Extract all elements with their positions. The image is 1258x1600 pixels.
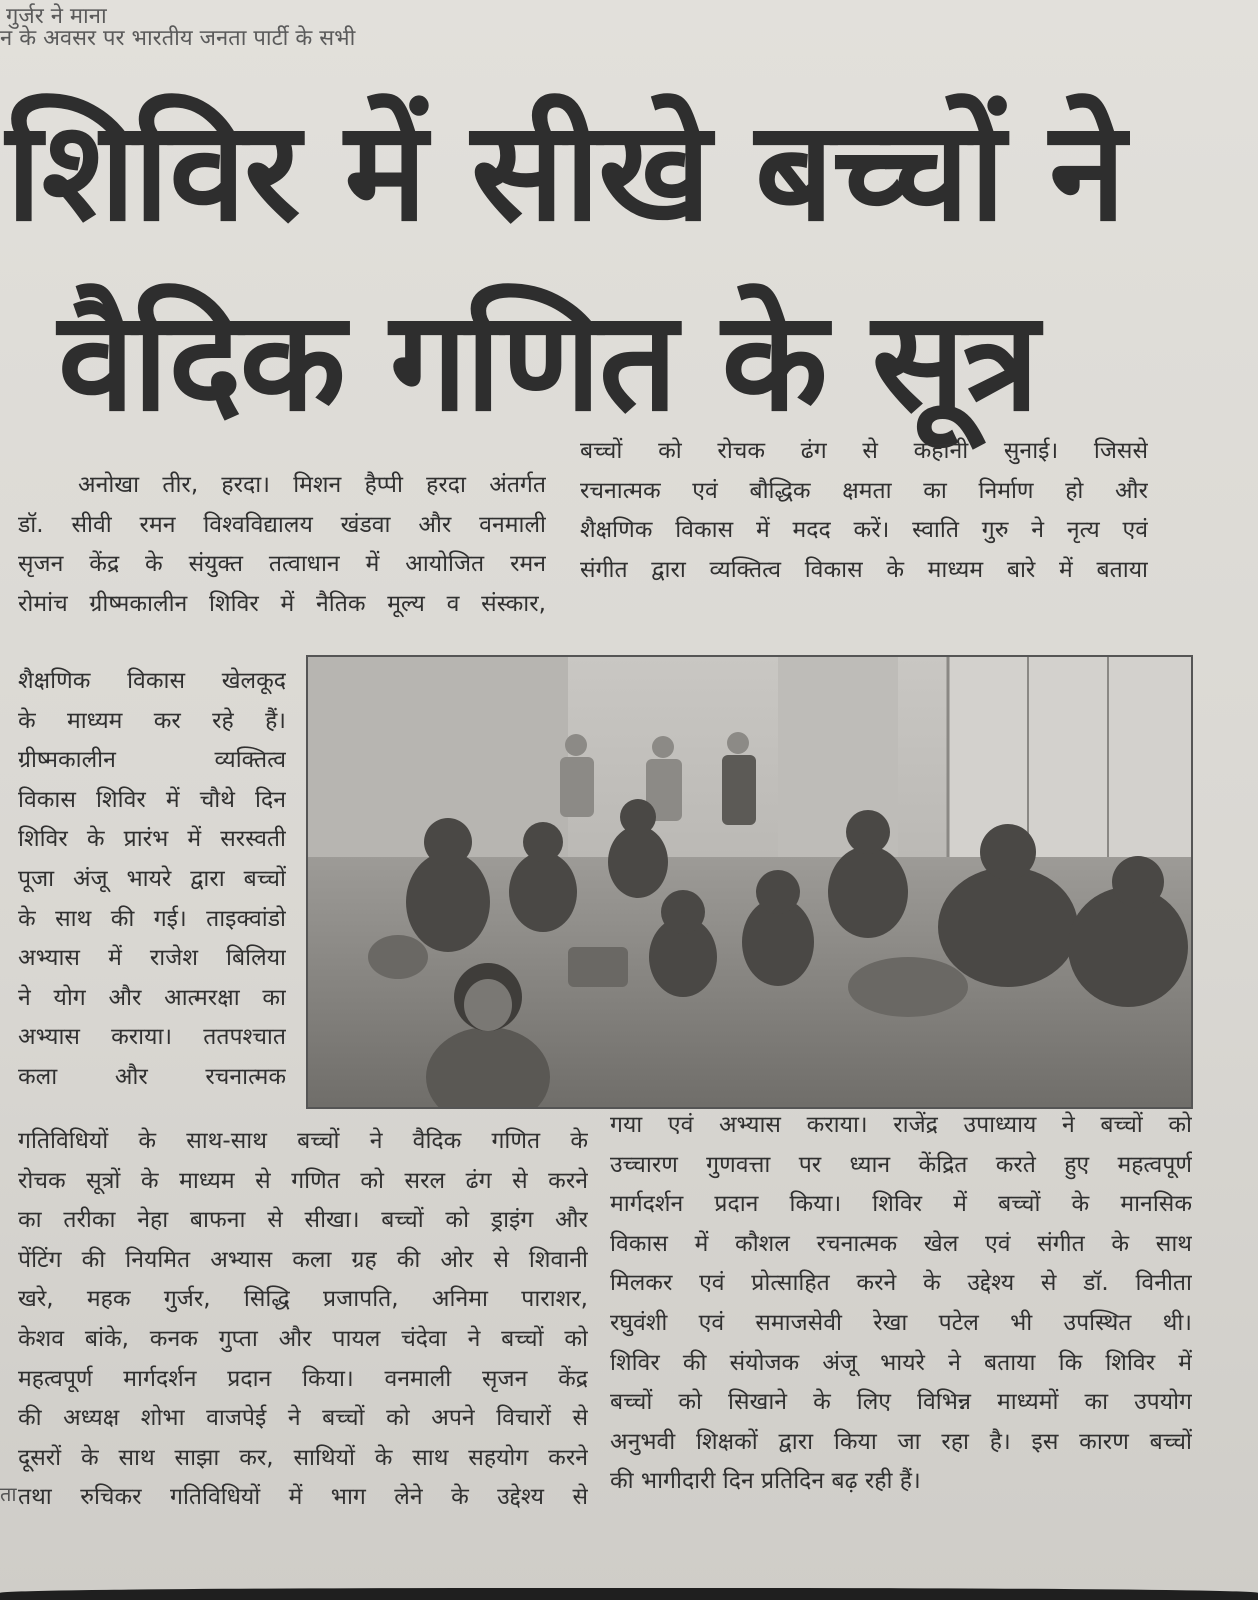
prev-article-line-2: न के अवसर पर भारतीय जनता पार्टी के सभी <box>0 26 356 51</box>
text-line: की अध्यक्ष शोभा वाजपेई ने बच्चों को अपने विचारों से <box>18 1405 588 1432</box>
text-line: पेंटिंग की नियमित अभ्यास कला ग्रह की ओर से शिवानी <box>18 1246 588 1273</box>
margin-fragment: ता <box>0 1482 17 1506</box>
text-line: बच्चों को सिखाने के लिए विभिन्न माध्यमों का उपयोग <box>610 1389 1192 1416</box>
column-top-right <box>580 432 1148 590</box>
text-line: के साथ की गई। ताइक्वांडो <box>18 905 286 932</box>
page-edge-shadow <box>0 1588 1258 1600</box>
text-line: अभ्यास में राजेश बिलिया <box>18 945 286 972</box>
text-line: बच्चों को रोचक ढंग से कहानी सुनाई। जिससे <box>580 438 1148 464</box>
text-line: उच्चारण गुणवत्ता पर ध्यान केंद्रित करते हुए महत्वपूर्ण <box>610 1151 1192 1178</box>
text-line: अनुभवी शिक्षकों द्वारा किया जा रहा है। इस कारण बच्चों <box>610 1428 1192 1455</box>
text-line: अनोखा तीर, हरदा। मिशन हैप्पी हरदा अंतर्गत <box>78 472 546 498</box>
text-line: गया एवं अभ्यास कराया। राजेंद्र उपाध्याय ने बच्चों को <box>610 1112 1192 1138</box>
text-line: गतिविधियों के साथ-साथ बच्चों ने वैदिक गणित के <box>18 1128 588 1154</box>
text-line: कला और रचनात्मक <box>18 1063 286 1090</box>
text-line: पूजा अंजू भायरे द्वारा बच्चों <box>18 865 286 892</box>
column-narrow-left <box>18 662 286 1098</box>
column-bottom-left <box>18 1122 588 1518</box>
column-bottom-right <box>610 1106 1192 1502</box>
text-line: दूसरों के साथ साझा कर, साथियों के साथ सहयोग करने <box>18 1444 588 1471</box>
text-line: तथा रुचिकर गतिविधियों में भाग लेने के उद्देश्य से <box>18 1484 588 1511</box>
text-line: मार्गदर्शन प्रदान किया। शिविर में बच्चों के मानसिक <box>610 1191 1192 1218</box>
text-line: डॉ. सीवी रमन विश्वविद्यालय खंडवा और वनमाली <box>18 511 546 538</box>
headline-line-1: शिविर में सीखे बच्चों ने <box>6 91 1124 252</box>
text-line: शिविर की संयोजक अंजू भायरे ने बताया कि शिविर में <box>610 1349 1192 1376</box>
text-line: के माध्यम कर रहे हैं। <box>18 707 286 734</box>
text-line: संगीत द्वारा व्यक्तित्व विकास के माध्यम बारे में बताया <box>580 556 1148 583</box>
text-line: रोचक सूत्रों के माध्यम से गणित को सरल ढंग से करने <box>18 1167 588 1194</box>
text-line: की भागीदारी दिन प्रतिदिन बढ़ रही हैं। <box>610 1468 921 1495</box>
text-line: का तरीका नेहा बाफना से सीखा। बच्चों को ड्राइंग और <box>18 1207 588 1234</box>
column-top-left <box>18 466 546 624</box>
text-line: शिविर के प्रारंभ में सरस्वती <box>18 826 286 853</box>
text-line: मिलकर एवं प्रोत्साहित करने के उद्देश्य से डॉ. विनीता <box>610 1270 1192 1297</box>
text-line: ने योग और आत्मरक्षा का <box>18 984 286 1011</box>
text-line: रघुवंशी एवं समाजसेवी रेखा पटेल भी उपस्थित थी। <box>610 1309 1192 1336</box>
text-line: विकास शिविर में चौथे दिन <box>18 786 286 813</box>
text-line: विकास में कौशल रचनात्मक खेल एवं संगीत के साथ <box>610 1230 1192 1257</box>
text-line: ग्रीष्मकालीन व्यक्तित्व <box>18 747 286 774</box>
text-line: रोमांच ग्रीष्मकालीन शिविर में नैतिक मूल्य व संस्कार, <box>18 590 546 617</box>
text-line: शैक्षणिक विकास में मदद करें। स्वाति गुरु ने नृत्य एवं <box>580 517 1148 544</box>
headline-line-2: वैदिक गणित के सूत्र <box>58 281 1038 442</box>
text-line: अभ्यास कराया। ततपश्चात <box>18 1024 286 1051</box>
text-line: खरे, महक गुर्जर, सिद्धि प्रजापति, अनिमा पाराशर, <box>18 1286 588 1313</box>
text-line: सृजन केंद्र के संयुक्त तत्वाधान में आयोजित रमन <box>18 551 546 578</box>
text-line: केशव बांके, कनक गुप्ता और पायल चंदेवा ने बच्चों को <box>18 1325 588 1352</box>
text-line: रचनात्मक एवं बौद्धिक क्षमता का निर्माण हो और <box>580 477 1148 504</box>
text-line: महत्वपूर्ण मार्गदर्शन प्रदान किया। वनमाली सृजन केंद्र <box>18 1365 588 1392</box>
camp-photo <box>306 655 1193 1109</box>
text-line: शैक्षणिक विकास खेलकूद <box>18 668 286 694</box>
prev-article-line-1: गुर्जर ने माना <box>6 4 107 29</box>
